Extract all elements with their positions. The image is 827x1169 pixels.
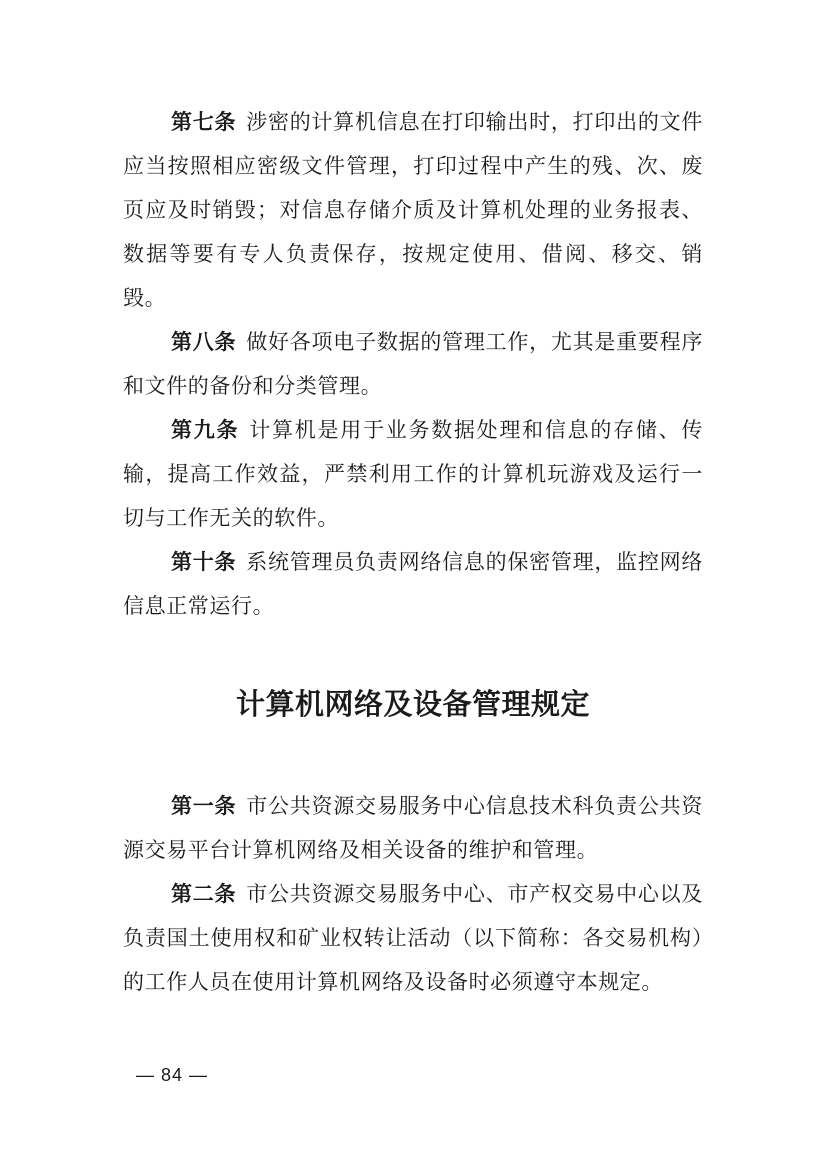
article-7 [123,100,703,320]
article-text: 涉密的计算机信息在打印输出时，打印出的文件应当按照相应密级文件管理，打印过程中产生的残、次、废页应及时销毁；对信息存储介质及计算机处理的业务报表、数据等要有专人负责保存，按规定使用、借阅、移交、销毁。 [123,110,703,310]
article-1 [123,784,703,872]
article-text: 计算机是用于业务数据处理和信息的存储、传输，提高工作效益，严禁利用工作的计算机玩游戏及运行一切与工作无关的软件。 [123,418,703,530]
article-text: 做好各项电子数据的管理工作，尤其是重要程序和文件的备份和分类管理。 [123,330,703,398]
article-label: 第七条 [171,110,237,134]
article-8 [123,320,703,408]
section-title: 计算机网络及设备管理规定 [235,687,590,721]
article-2 [123,872,703,1004]
article-9 [123,408,703,540]
article-label: 第一条 [171,794,237,818]
article-text: 市公共资源交易服务中心信息技术科负责公共资源交易平台计算机网络及相关设备的维护和管理。 [123,794,703,862]
article-text: 系统管理员负责网络信息的保密管理，监控网络信息正常运行。 [123,550,703,618]
article-label: 第八条 [171,330,237,354]
article-text: 市公共资源交易服务中心、市产权交易中心以及负责国土使用权和矿业权转让活动（以下简称：各交易机构）的工作人员在使用计算机网络及设备时必须遵守本规定。 [123,882,703,994]
article-10 [123,540,703,628]
page-content [123,100,703,1004]
article-label: 第九条 [171,418,240,442]
page-number: — 84 — [136,1065,209,1085]
article-label: 第十条 [171,550,237,574]
article-label: 第二条 [171,882,237,906]
